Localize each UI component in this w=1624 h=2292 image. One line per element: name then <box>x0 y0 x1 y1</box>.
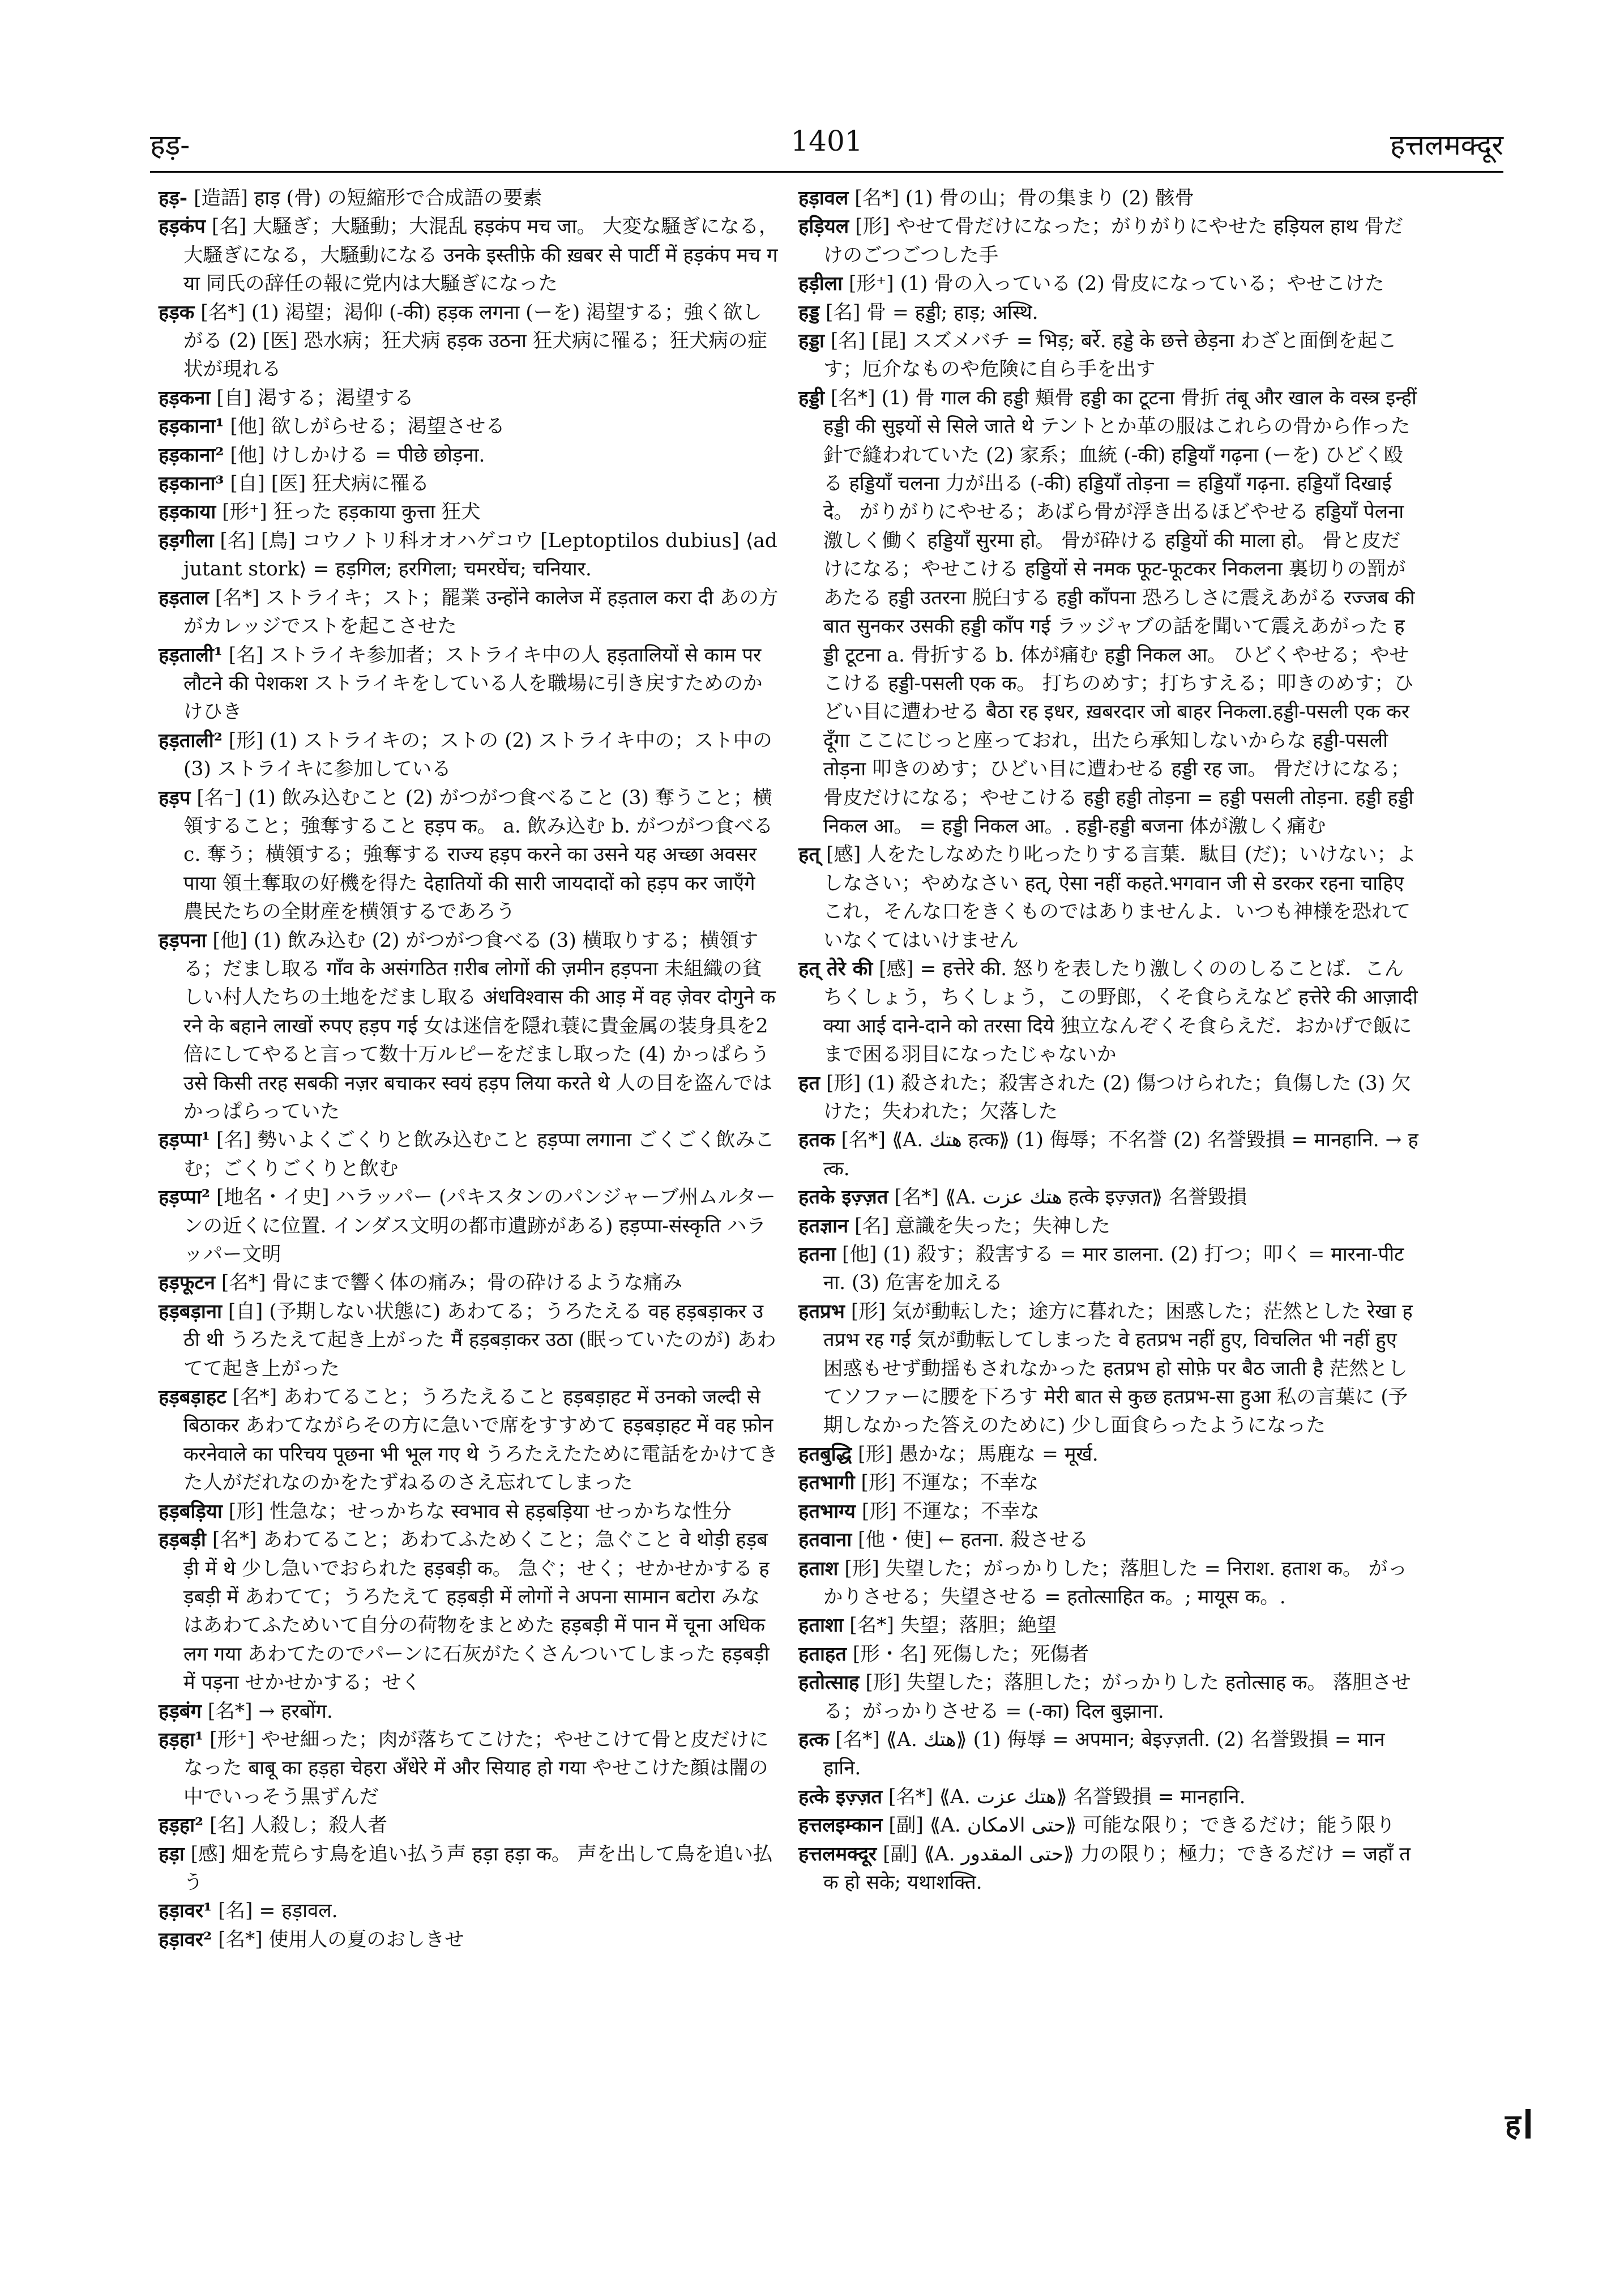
page-number: 1401 <box>790 125 863 157</box>
dictionary-entry <box>798 840 1418 955</box>
dictionary-entry <box>798 384 1418 841</box>
entry-headword: हड़बंग <box>159 1700 202 1723</box>
dictionary-entry <box>159 470 779 498</box>
entry-definition: [感] 畑を荒らす鳥を追い払う声 हड़ा हड़ा क。 声を出して鳥を追い払う <box>183 1842 773 1894</box>
entry-definition: [形] (1) 殺された；殺害された (2) 傷つけられた；負傷した (3) 欠けた；失われた；欠落した <box>819 1072 1411 1123</box>
entry-definition: [感] 人をたしなめたり叱ったりする言葉．駄目 (だ)；いけない；よしなさい；やめなさい हत्, ऐसा नहीं कहते.भगवान जी से डरकर रहना चाहिए これ，そんな口をきくものではありませんよ．いつも神様を恐れていなくてはいけません <box>819 843 1416 952</box>
entry-definition: [名] = हड़ावल. <box>212 1900 338 1923</box>
entry-definition: [名] 勢いよくごくりと飲み込むこと हड़प्पा लगाना ごくごく飲みこむ；ごくりごくりと飲む <box>183 1129 775 1180</box>
entry-headword: हड़प <box>159 786 191 809</box>
entry-headword: हड़कंप <box>159 215 206 238</box>
entry-definition: [名*] (1) 骨の山；骨の集まり (2) 骸骨 <box>848 187 1195 210</box>
entry-definition: [自] [医] 狂犬病に罹る <box>224 472 430 496</box>
thumb-index-letter: ह <box>1505 2108 1521 2142</box>
entry-headword: हत <box>798 1072 820 1095</box>
entry-headword: हड्ड <box>798 301 820 324</box>
entry-headword: हड्डी <box>798 386 824 409</box>
entry-definition: [名*] 使用人の夏のおしきせ <box>212 1928 464 1951</box>
entry-definition: [地名・イ史] ハラッパー (パキスタンのパンジャーブ州ムルターンの近くに位置. インダス文明の都市遺跡がある) हड़प्पा-संस्कृति ハラッパー文明 <box>183 1186 776 1266</box>
entry-definition: [名*] あわてること；うろたえること हड़बड़ाहट में उनको जल्दी से बिठाकर あわてながらその方に急いで席をすすめて हड़बड़ाहट में वह फ़ोन करनेवाले का परिचय पूछना भी भूल गए थे うろたえたために電話をかけてきた人がだれなのかをたずねるのさえ忘れてしまった <box>183 1386 778 1495</box>
entry-headword: हतज्ञान <box>798 1214 849 1237</box>
dictionary-entry <box>798 1297 1418 1440</box>
entry-definition: [他] 欲しがらせる；渇望させる <box>224 415 505 438</box>
entry-headword: हतके इज़्ज़त <box>798 1186 888 1209</box>
entry-definition: [名] 意識を失った；失神した <box>848 1214 1111 1237</box>
dictionary-entry <box>159 1269 779 1297</box>
dictionary-entry <box>798 1526 1418 1554</box>
dictionary-entry <box>798 1611 1418 1640</box>
dictionary-entry <box>798 1783 1418 1811</box>
dictionary-entry <box>159 441 779 470</box>
entry-headword: हत्तलइम्कान <box>798 1814 883 1837</box>
dictionary-entry <box>159 727 779 784</box>
dictionary-entry <box>798 1640 1418 1668</box>
page-header <box>150 119 1503 170</box>
dictionary-entry <box>159 1526 779 1697</box>
dictionary-entry <box>798 1811 1418 1839</box>
entry-headword: हत् <box>798 843 820 867</box>
dictionary-entry <box>798 184 1418 212</box>
entry-headword: हत्के इज़्ज़त <box>798 1785 883 1808</box>
dictionary-entry <box>159 1383 779 1497</box>
entry-definition: [名*] ⟪A. هتك عزت हत्के इज़्ज़त⟫ 名誉毀損 <box>888 1186 1247 1209</box>
dictionary-entry <box>159 1297 779 1383</box>
entry-headword: हड़ताली² <box>159 729 223 752</box>
running-head-left: हड़- <box>150 129 190 161</box>
dictionary-entry <box>159 584 779 641</box>
entry-headword: हड़बड़िया <box>159 1500 223 1523</box>
running-head-right: हत्तलमक्दूर <box>1390 129 1503 161</box>
entry-definition: [形⁺] やせ細った；肉が落ちてこけた；やせこけて骨と皮だけになった बाबू का हड़हा चेहरा अँधेरे में और सियाह हो गया やせこけた顔は闇の中でいっそう黒ずんだ <box>183 1728 769 1808</box>
dictionary-entry <box>159 527 779 584</box>
entry-headword: हतबुद्धि <box>798 1442 852 1466</box>
entry-definition: [造語] हाड़ (骨) の短縮形で合成語の要素 <box>187 187 542 210</box>
entry-headword: हड़ताल <box>159 586 209 609</box>
entry-headword: हड़पना <box>159 929 207 952</box>
dictionary-entry <box>798 212 1418 270</box>
entry-headword: हत्तलमक्दूर <box>798 1842 877 1866</box>
entry-definition: [名⁻] (1) 飲み込むこと (2) がつがつ食べること (3) 奪うこと；横領すること；強奪すること हड़प क。 a. 飲み込む b. がつがつ食べる c. 奪う；横領する；強奪する राज्य हड़प करने का उसने यह अच्छा अवसर पाया 領土奪取の好機を得た देहातियों की सारी जायदादों को हड़प कर जाएँगे 農民たちの全財産を横領するであろう <box>183 786 773 924</box>
entry-definition: [形] 気が動転した；途方に暮れた；困惑した；茫然とした रेखा हतप्रभ रह गई 気が動転してしまった वे हतप्रभ नहीं हुए, विचलित भी नहीं हुए 困惑もせず動揺もされなかった हतप्रभ हो सोफ़े पर बैठ जाती है 茫然としてソファーに腰を下ろす मेरी बात से कुछ हतप्रभ-सा हुआ 私の言葉に (予期しなかった答えのために) 少し面食らったようになった <box>823 1300 1413 1437</box>
entry-headword: हड़- <box>159 187 188 210</box>
dictionary-entry <box>798 298 1418 327</box>
entry-headword: हड़काया <box>159 501 216 524</box>
dictionary-entry <box>159 1897 779 1925</box>
header-rule <box>150 171 1503 173</box>
entry-headword: हड़बड़ी <box>159 1529 206 1552</box>
right-column <box>798 184 1418 1897</box>
entry-definition: [名] ストライキ参加者；ストライキ中の人 हड़तालियों से काम पर लौटने की पेशकश ストライキをしている人を職場に引き戻すためのかけひき <box>183 643 763 724</box>
entry-definition: [形] やせて骨だけになった；がりがりにやせた हड़ियल हाथ 骨だけのごつごつした手 <box>823 215 1404 267</box>
dictionary-entry <box>798 327 1418 384</box>
entry-definition: [形⁺] (1) 骨の入っている (2) 骨皮になっている；やせこけた <box>843 272 1384 296</box>
dictionary-entry <box>159 384 779 412</box>
entry-headword: हड़हा¹ <box>159 1728 204 1751</box>
entry-headword: हड़हा² <box>159 1814 204 1837</box>
entry-definition: [副] ⟪A. حتى الامكان⟫ 可能な限り；できるだけ；能う限り <box>882 1814 1396 1837</box>
dictionary-entry <box>798 1212 1418 1240</box>
entry-definition: [名*] 骨にまで響く体の痛み；骨の砕けるような痛み <box>215 1271 683 1295</box>
dictionary-entry <box>159 1497 779 1526</box>
entry-headword: हड़प्पा² <box>159 1186 211 1209</box>
dictionary-entry <box>159 412 779 441</box>
entry-headword: हतभागी <box>798 1471 855 1495</box>
dictionary-entry <box>798 270 1418 298</box>
entry-definition: [名*] ⟪A. هتك عزت⟫ 名誉毀損 = मानहानि. <box>882 1785 1246 1808</box>
dictionary-entry <box>159 784 779 927</box>
entry-definition: [形・名] 死傷した；死傷者 <box>846 1642 1089 1666</box>
dictionary-entry <box>798 1469 1418 1497</box>
entry-headword: हताश <box>798 1557 839 1580</box>
entry-definition: [他] (1) 殺す；殺害する = मार डालना. (2) 打つ；叩く = मारना-पीटना. (3) 危害を加える <box>823 1243 1404 1295</box>
dictionary-entry <box>798 1840 1418 1897</box>
entry-definition: [形] 愚かな；馬鹿な = मूर्ख. <box>852 1442 1099 1466</box>
entry-headword: हतभाग्य <box>798 1500 856 1523</box>
thumb-index-bar <box>1525 2109 1531 2139</box>
dictionary-entry <box>798 955 1418 1069</box>
entry-headword: हत् तेरे की <box>798 957 873 980</box>
dictionary-entry <box>798 1240 1418 1297</box>
entry-definition: [他] (1) 飲み込む (2) がつがつ食べる (3) 横取りする；横領する；だまし取る गाँव के असंगठित ग़रीब लोगों की ज़मीन हड़पना 未組織の貧しい村人たちの土地をだまし取る अंधविश्वास की आड़ में वह ज़ेवर दोगुने करने के बहाने लाखों रुपए हड़प गई 女は迷信を隠れ蓑に貴金属の装身具を2倍にしてやると言って数十万ルピーをだまし取った (4) かっぱらう उसे किसी तरह सबकी नज़र बचाकर स्वयं हड़प लिया करते थे 人の目を盗んではかっぱらっていた <box>183 929 776 1123</box>
entry-definition: [他・使] ← हतना. 殺させる <box>852 1529 1089 1552</box>
entry-definition: [副] ⟪A. حتى المقدور⟫ 力の限り；極力；できるだけ = जहाँ तक हो सके; यथाशक्ति. <box>823 1842 1411 1894</box>
entry-headword: हतप्रभ <box>798 1300 845 1323</box>
entry-headword: हड़काना¹ <box>159 415 224 438</box>
dictionary-entry <box>159 1126 779 1183</box>
entry-definition: [形] (1) ストライキの；ストの (2) ストライキ中の；スト中の (3) ストライキに参加している <box>183 729 772 781</box>
entry-headword: हड़ावर² <box>159 1928 212 1951</box>
dictionary-entry <box>159 1840 779 1897</box>
entry-definition: [形] 性急な；せっかちな स्वभाव से हड़बड़िया せっかちな性分 <box>222 1500 732 1523</box>
entry-definition: [名*] 失望；落胆；絶望 <box>843 1614 1057 1637</box>
entry-headword: हड़क <box>159 301 195 324</box>
dictionary-entry <box>798 1668 1418 1726</box>
dictionary-entry <box>798 1440 1418 1469</box>
entry-headword: हड़फूटन <box>159 1271 215 1295</box>
entry-definition: [感] = हत्तेरे की. 怒りを表したり激しくののしることば．こんちくしょう，ちくしょう，この野郎，くそ食らえなど हत्तेरे की आज़ादी क्या आई दाने-दाने को तरसा दिये 独立なんぞくそ食らえだ．おかげで飯にまで困る羽目になったじゃないか <box>823 957 1418 1066</box>
dictionary-entry <box>159 1811 779 1839</box>
entry-definition: [名*] (1) 渇望；渇仰 (-की) हड़क लगना (ーを) 渇望する；強く欲しがる (2) [医] 恐水病；狂犬病 हड़क उठना 狂犬病に罹る；狂犬病の症状が現れる <box>183 301 767 381</box>
dictionary-entry <box>798 1497 1418 1526</box>
entry-headword: हड़ियल <box>798 215 849 238</box>
thumb-index-mark <box>1505 2104 1531 2144</box>
dictionary-entry <box>159 641 779 727</box>
entry-definition: [他] けしかける = पीछे छोड़ना. <box>224 443 485 467</box>
entry-headword: हड़बड़ाहट <box>159 1386 226 1409</box>
entry-definition: [形] 失望した；落胆した；がっかりした हतोत्साह क。 落胆させる；がっかりさせる = (-का) दिल बुझाना. <box>823 1671 1411 1723</box>
entry-definition: [形⁺] 狂った हड़काया कुत्ता 狂犬 <box>216 501 481 524</box>
entry-headword: हतोत्साह <box>798 1671 860 1695</box>
entry-headword: हतवाना <box>798 1529 852 1552</box>
dictionary-entry <box>159 927 779 1126</box>
dictionary-entry <box>798 1555 1418 1612</box>
entry-headword: हड़ा <box>159 1842 185 1866</box>
entry-headword: हताहत <box>798 1642 847 1666</box>
entry-definition: [名*] ⟪A. هتك हत्क⟫ (1) 侮辱；不名誉 (2) 名誉毀損 = मानहानि. → हत्क. <box>823 1129 1418 1180</box>
entry-headword: हड़ताली¹ <box>159 643 223 667</box>
entry-headword: हड़ीला <box>798 272 843 296</box>
entry-definition: [名] 大騒ぎ；大騒動；大混乱 हड़कंप मच जा。 大変な騒ぎになる，大騒ぎになる，大騒動になる उनके इस्तीफ़े की ख़बर से पार्टी में हड़कंप मच गया 同氏の辞任の報に党内は大騒ぎになった <box>183 215 779 296</box>
dictionary-entry <box>798 1183 1418 1211</box>
entry-headword: हड़काना² <box>159 443 224 467</box>
entry-headword: हड़बड़ाना <box>159 1300 222 1323</box>
dictionary-entry <box>159 212 779 298</box>
entry-definition: [名*] (1) 骨 गाल की हड्डी 頬骨 हड्डी का टूटना 骨折 तंबू और खाल के वस्त्र इन्हीं हड्डी की सुइयों से सिले जाते थे テントとか革の服はこれらの骨から作った針で縫われていた (2) 家系；血統 (-की) हड्डियाँ गढ़ना (ーを) ひどく殴る हड्डियाँ चलना 力が出る (-की) हड्डियाँ तोड़ना = हड्डियाँ गढ़ना. हड्डियाँ दिखाई दे。 がりがりにやせる；あばら骨が浮き出るほどやせる हड्डियाँ पेलना 激しく働く हड्डियाँ सुरमा हो。 骨が砕ける हड्डियों की माला हो。 骨と皮だけになる；やせこける हड्डियों से नमक फूट-फूटकर निकलना 裏切りの罰があたる हड्डी उतरना 脱臼する हड्डी काँपना 恐ろしさに震えあがる रज्जब की बात सुनकर उसकी हड्डी काँप गई ラッジャブの話を聞いて震えあがった हड्डी टूटना a. 骨折する b. 体が痛む हड्डी निकल आ。 ひどくやせる；やせこける हड्डी-पसली एक क。 打ちのめす；打ちすえる；叩きのめす；ひどい目に遭わせる बैठा रह इधर, ख़बरदार जो बाहर निकला.हड्डी-पसली एक कर दूँगा ここにじっと座っておれ，出たら承知しないからな हड्डी-पसली तोड़ना 叩きのめす；ひどい目に遭わせる हड्डी रह जा。 骨だけになる；骨皮だけになる；やせこける हड्डी हड्डी तोड़ना = हड्डी पसली तोड़ना. हड्डी हड्डी निकल आ。 = हड्डी निकल आ。. हड्डी-हड्डी बजना 体が激しく痛む <box>823 386 1417 838</box>
entry-headword: हताशा <box>798 1614 844 1637</box>
entry-headword: हतना <box>798 1243 836 1266</box>
dictionary-entry <box>159 1697 779 1726</box>
entry-definition: [名*] → हरबोंग. <box>201 1700 333 1723</box>
entry-headword: हड़ावर¹ <box>159 1900 212 1923</box>
dictionary-entry <box>798 1726 1418 1783</box>
entry-headword: हतक <box>798 1129 835 1152</box>
entry-headword: हड़गीला <box>159 529 214 552</box>
left-column <box>159 184 779 1954</box>
entry-definition: [名] 骨 = हड्डी; हाड़; अस्थि. <box>819 301 1038 324</box>
entry-definition: [自] (予期しない状態に) あわてる；うろたえる वह हड़बड़ाकर उठी थी うろたえて起き上がった मैं हड़बड़ाकर उठा (眠っていたのが) あわてて起き上がった <box>183 1300 776 1380</box>
entry-definition: [名] 人殺し；殺人者 <box>203 1814 388 1837</box>
entry-definition: [形] 失望した；がっかりした；落胆した = निराश. हताश क。 がっかりさせる；失望させる = हतोत्साहित क。; मायूस क。. <box>823 1557 1408 1608</box>
dictionary-entry <box>159 1183 779 1269</box>
entry-definition: [名*] あわてること；あわてふためくこと；急ぐこと वे थोड़ी हड़बड़ी में थे 少し急いでおられた हड़बड़ी क。 急ぐ；せく；せかせかする हड़बड़ी में あわてて；うろたえて हड़बड़ी में लोगों ने अपना सामान बटोरा みなはあわてふためいて自分の荷物をまとめた हड़बड़ी में पान में चूना अधिक लग गया あわてたのでパーンに石灰がたくさんついてしまった हड़बड़ी में पड़ना せかせかする；せく <box>183 1529 770 1695</box>
entry-definition: [名] [鳥] コウノトリ科オオハゲコウ [Leptoptilos dubius] ⟨adjutant stork⟩ = हड़गिल; हरगिला; चमरघेंच; चनियार. <box>183 529 777 581</box>
entry-definition: [名*] ⟪A. هتك⟫ (1) 侮辱 = अपमान; बेइज़्ज़ती. (2) 名誉毀損 = मानहानि. <box>823 1728 1385 1780</box>
entry-headword: हड़ावल <box>798 187 849 210</box>
entry-headword: हड्डा <box>798 330 824 353</box>
entry-definition: [形] 不運な；不幸な <box>854 1471 1039 1495</box>
entry-headword: हड़कना <box>159 386 211 409</box>
dictionary-entry <box>159 1926 779 1954</box>
dictionary-entry <box>159 298 779 384</box>
entry-headword: हत्क <box>798 1728 830 1751</box>
dictionary-entry <box>159 184 779 212</box>
dictionary-entry <box>798 1069 1418 1126</box>
dictionary-entry <box>159 1726 779 1811</box>
entry-definition: [名] [昆] スズメバチ = भिड़; बर्रे. हड्डे के छत्ते छेड़ना わざと面倒を起こす；厄介なものや危険に自ら手を出す <box>823 330 1397 381</box>
entry-headword: हड़प्पा¹ <box>159 1129 211 1152</box>
entry-headword: हड़काना³ <box>159 472 224 496</box>
dictionary-entry <box>798 1126 1418 1183</box>
dictionary-entry <box>159 498 779 526</box>
entry-definition: [名*] ストライキ；スト；罷業 उन्होंने कालेज में हड़ताल करा दी あの方がカレッジでストを起こさせた <box>183 586 779 638</box>
entry-definition: [形] 不運な；不幸な <box>855 1500 1040 1523</box>
entry-definition: [自] 渇する；渇望する <box>210 386 414 409</box>
